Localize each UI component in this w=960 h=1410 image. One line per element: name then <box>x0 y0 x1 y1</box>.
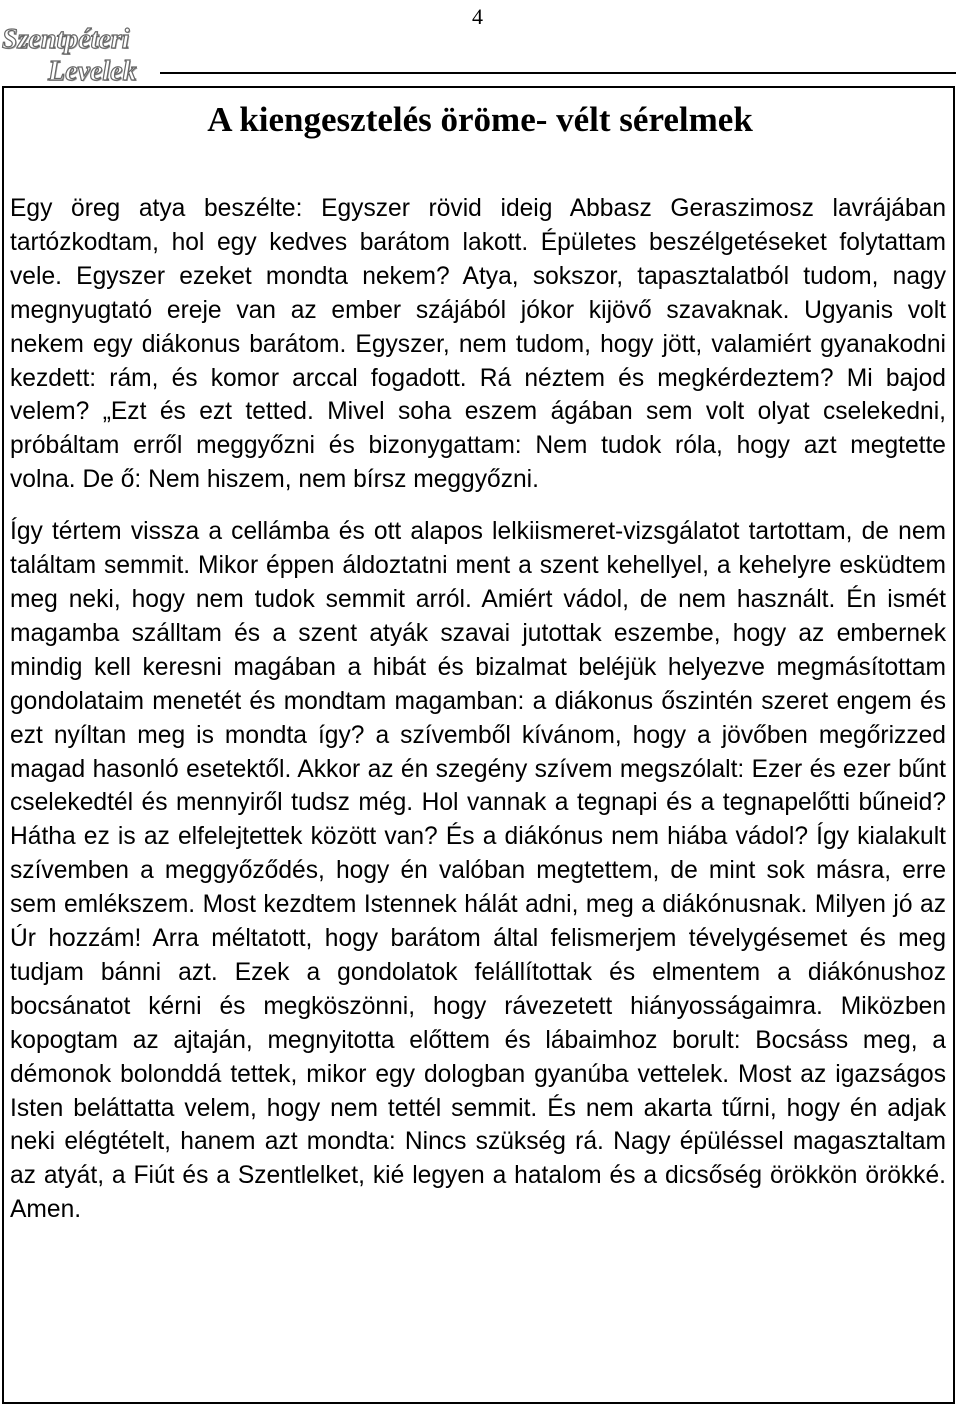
article-title: A kiengesztelés öröme- vélt sérelmek <box>207 100 753 139</box>
masthead-line-2: Levelek <box>48 56 137 87</box>
masthead-line-1: Szentpéteri <box>2 24 130 55</box>
article-paragraph: Így tértem vissza a cellámba és ott alapos lelkiismeret-vizsgálatot tartottam, de nem találtam semmit. Mikor éppen áldoztatni ment a szent kehellyel, a kehelyre esküdtem meg neki, hogy nem tudok semmit arról. Amiért vádol, de nem használt. Én ismét magamba szálltam és a szent atyák szavai jutottak eszembe, hogy az embernek mindig kell keresni magában a hibát és bizalmat beléjük helyezve megmásítottam gondolataim menetét és mondtam magamban: a diákonus őszintén szeret engem és ezt nyíltan meg is mondta így? a szívemből kívánom, hogy a jövőben megőrizzed magad hasonló esetektől. Akkor az én szegény szívem megszólalt: Ezer és ezer bűnt cselekedtél és mennyiről tudsz még. Hol vannak a tegnapi és a tegnapelőtti bűneid? Hátha ez is az elfelejtettek között van? És a diákónus nem hiába vádol? Így kialakult szívemben a meggyőződés, hogy én valóban megtettem, de mint sok másra, erre sem emlékszem. Most kezdtem Istennek hálát adni, meg a diákónusnak. Milyen jó az Úr hozzám! Arra méltatott, hogy barátom által felismerjem tévelygésemet és meg tudjam bánni azt. Ezek a gondolatok felállítottak és elmentem a diákónushoz bocsánatot kérni és megköszönni, hogy rávezetett hiányosságaimra. Miközben kopogtam az ajtaján, megnyitotta előttem és lábaimhoz borult: Bocsáss meg, a démonok bolonddá tettek, mikor egy dologban gyanúba vettelek. Most az igazságos Isten beláttatta velem, hogy nem tettél semmit. És nem akarta tűrni, hogy én adjak neki elégtételt, hanem azt mondta: Nincs szükség rá. Nagy épüléssel magasztaltam az atyát, a Fiút és a Szentlelket, kié legyen a hatalom és a dicsőség örökkön örökké. Amen. <box>10 518 946 1224</box>
page-number: 4 <box>472 4 483 29</box>
masthead-logo <box>2 24 152 92</box>
article-body <box>10 192 946 1227</box>
article-paragraph: Egy öreg atya beszélte: Egyszer rövid ideig Abbasz Geraszimosz lavrájában tartózkodtam, hol egy kedves barátom lakott. Épületes beszélgetéseket folytattam vele. Egyszer ezeket mondta nekem? Atya, sokszor, tapasztalatból tudom, nagy megnyugtató ereje van az ember szájából jókor kijövő szavaknak. Ugyanis volt nekem egy diákonus barátom. Egyszer, nem tudom, hogy jött, valamiért gyanakodni kezdett: rám, és komor arccal fogadott. Rá néztem és megkérdeztem? Mi bajod velem? „Ezt és ezt tetted. Mivel soha eszem ágában sem volt olyat cselekedni, próbáltam erről meggyőzni és bizonygattam: Nem tudok róla, hogy azt megtette volna. De ő: Nem hiszem, nem bírsz meggyőzni. <box>10 195 946 494</box>
header-rule <box>160 72 956 74</box>
